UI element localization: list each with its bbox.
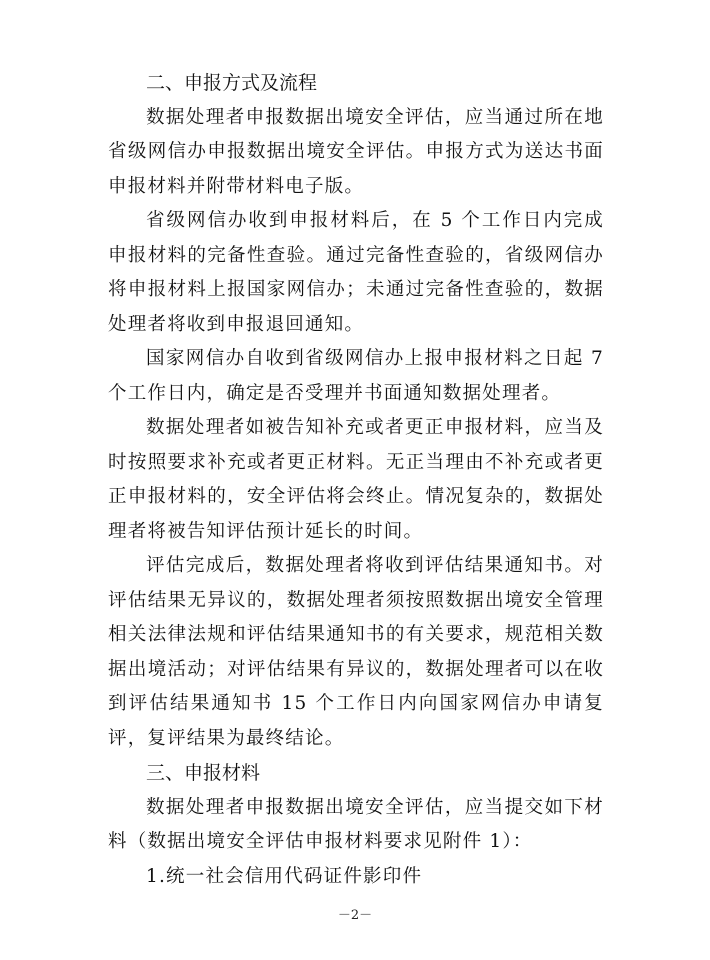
paragraph-submission-channel: 数据处理者申报数据出境安全评估，应当通过所在地省级网信办申报数据出境安全评估。申报方式为送达书面申报材料并附带材料电子版。 bbox=[108, 106, 604, 197]
paragraph-evaluation-result: 评估完成后，数据处理者将收到评估结果通知书。对评估结果无异议的，数据处理者须按照数据出境安全管理相关法律法规和评估结果通知书的有关要求，规范相关数据出境活动；对评估结果有异议的，数据处理者可以在收到评估结果通知书 15 个工作日内向国家网信办申请复评，复评结果为最终结论。 bbox=[108, 555, 604, 749]
section-heading-submission-method: 二、申报方式及流程 bbox=[146, 72, 318, 94]
document-body bbox=[108, 66, 604, 894]
paragraph-national-acceptance: 国家网信办自收到省级网信办上报申报材料之日起 7 个工作日内，确定是否受理并书面通知数据处理者。 bbox=[108, 348, 604, 404]
paragraph-materials-intro: 数据处理者申报数据出境安全评估，应当提交如下材料（数据出境安全评估申报材料要求见附件 1）： bbox=[108, 796, 604, 852]
list-item-materials: 1.统一社会信用代码证件影印件 bbox=[146, 865, 423, 887]
page-number: －2－ bbox=[337, 908, 373, 923]
paragraph-supplement-materials: 数据处理者如被告知补充或者更正申报材料，应当及时按照要求补充或者更正材料。无正当理由不补充或者更正申报材料的，安全评估将会终止。情况复杂的，数据处理者将被告知评估预计延长的时间。 bbox=[108, 417, 604, 542]
paragraph-provincial-check: 省级网信办收到申报材料后，在 5 个工作日内完成申报材料的完备性查验。通过完备性查验的，省级网信办将申报材料上报国家网信办；未通过完备性查验的，数据处理者将收到申报退回通知。 bbox=[108, 210, 604, 335]
section-heading-materials: 三、申报材料 bbox=[146, 762, 261, 784]
